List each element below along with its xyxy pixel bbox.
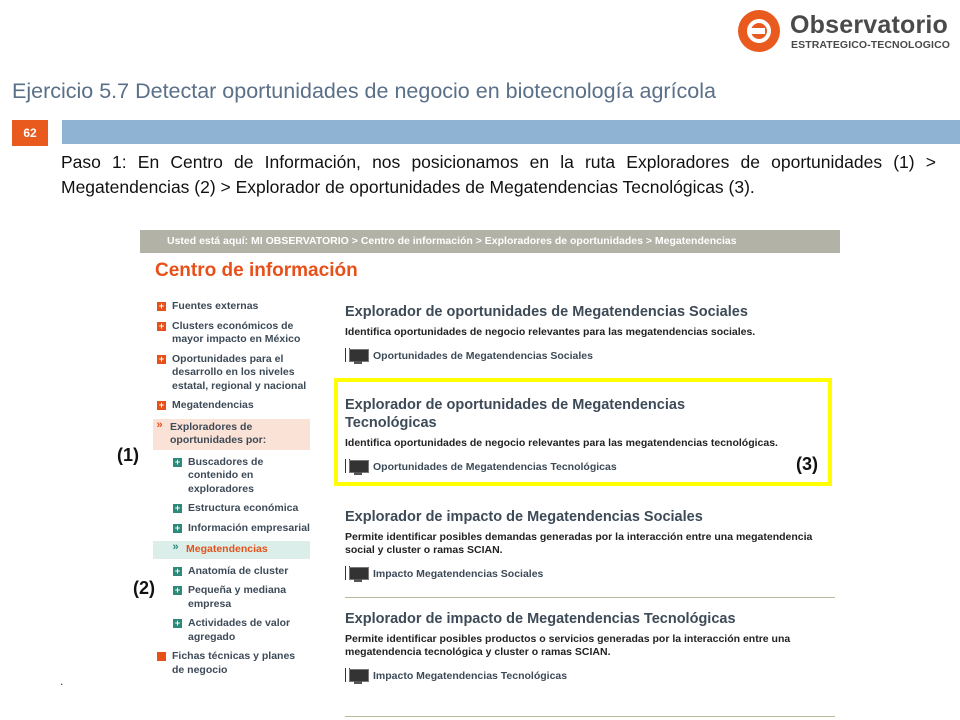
- sidebar-item-buscadores[interactable]: [155, 456, 310, 497]
- sidebar-item-informacion[interactable]: [155, 522, 310, 536]
- card-title: Explorador de impacto de Megatendencias Sociales: [345, 509, 703, 525]
- sidebar-nav: [155, 300, 310, 683]
- card-link[interactable]: [345, 566, 835, 582]
- callout-1: (1): [117, 445, 139, 465]
- breadcrumb-path: > Centro de información > Exploradores de oportunidades > Megatendencias: [348, 235, 737, 247]
- sidebar-item-megatendencias[interactable]: [153, 541, 310, 559]
- square-icon: [157, 652, 166, 661]
- monitor-icon: [345, 348, 369, 364]
- sidebar-item-estructura[interactable]: [155, 502, 310, 516]
- sidebar-item-label: Exploradores de oportunidades por:: [170, 420, 267, 446]
- separator: [345, 597, 835, 598]
- sidebar-item-oportunidades[interactable]: [155, 353, 310, 394]
- slide-title: Ejercicio 5.7 Detectar oportunidades de negocio en biotecnología agrícola: [12, 79, 716, 103]
- sidebar-item-label: Anatomía de cluster: [188, 564, 289, 577]
- sidebar-item-anatomia[interactable]: [155, 565, 310, 579]
- sidebar-item-label: Clusters económicos de mayor impacto en México: [172, 319, 301, 345]
- sidebar-item-fuentes[interactable]: [155, 300, 310, 314]
- card-description: Permite identificar posibles demandas generadas por la interacción entre una megatendencia social y cluster o ramas SCIAN.: [345, 531, 813, 556]
- sidebar-item-label: Megatendencias: [186, 543, 268, 555]
- card-link-label: Impacto Megatendencias Tecnológicas: [373, 670, 568, 682]
- plus-icon: +: [174, 503, 181, 513]
- breadcrumb: [140, 230, 840, 253]
- plus-icon: +: [158, 301, 165, 311]
- breadcrumb-prefix: Usted está aquí:: [167, 235, 252, 247]
- card-description: Permite identificar posibles productos o servicios generadas por la interacción entre una megatendencia tecnológica y cluster o ramas SCIAN.: [345, 633, 791, 658]
- callout-2: (2): [133, 578, 155, 598]
- sidebar-item-actividades[interactable]: [155, 617, 310, 644]
- separator: [345, 716, 835, 717]
- monitor-icon: [345, 566, 369, 582]
- callout-3: (3): [796, 454, 818, 474]
- card-link-label: Oportunidades de Megatendencias Sociales: [373, 350, 593, 362]
- logo-icon: [738, 10, 780, 52]
- sidebar-item-label: Información empresarial: [188, 521, 310, 534]
- plus-icon: +: [174, 456, 181, 467]
- card-link[interactable]: [345, 668, 835, 684]
- breadcrumb-home-link[interactable]: MI OBSERVATORIO: [251, 235, 349, 247]
- card-description: Identifica oportunidades de negocio relevantes para las megatendencias tecnológicas.: [345, 437, 778, 449]
- sidebar-item-fichas[interactable]: [155, 650, 310, 677]
- instruction-paragraph: Paso 1: En Centro de Información, nos posicionamos en la ruta Exploradores de oportunidades (1) > Megatendencias (2) > Explorador de oportunidades de Megatendencias Tecnológicas (3).: [61, 152, 936, 197]
- plus-icon: +: [174, 522, 181, 533]
- card-title: Explorador de oportunidades de Megatendencias Tecnológicas: [345, 397, 686, 431]
- plus-icon: +: [158, 353, 165, 364]
- logo-subtitle: ESTRATEGICO-TECNOLOGICO: [791, 39, 951, 51]
- page-number: 62: [12, 120, 48, 146]
- sidebar-item-label: Pequeña y mediana empresa: [188, 584, 287, 610]
- chevron-right-icon: »: [156, 418, 163, 431]
- card-link-label: Impacto Megatendencias Sociales: [373, 568, 544, 580]
- observatorio-logo: [738, 8, 953, 54]
- card-description: Identifica oportunidades de negocio relevantes para las megatendencias sociales.: [345, 326, 756, 338]
- logo-title: Observatorio: [790, 11, 949, 39]
- plus-icon: +: [174, 565, 181, 576]
- sidebar-item-label: Buscadores de contenido en exploradores: [188, 455, 264, 495]
- card-impacto-sociales: [345, 508, 835, 582]
- plus-icon: +: [158, 400, 165, 410]
- card-title: Explorador de oportunidades de Megatendencias Sociales: [345, 304, 748, 320]
- info-center-title: Centro de información: [155, 260, 358, 281]
- sidebar-item-megatendencias-top[interactable]: [155, 399, 310, 413]
- card-link-label: Oportunidades de Megatendencias Tecnológicas: [373, 461, 617, 473]
- sidebar-item-label: Oportunidades para el desarrollo en los niveles estatal, regional y nacional: [172, 352, 307, 392]
- chevron-right-icon: »: [172, 541, 179, 553]
- highlight-box: [334, 378, 832, 486]
- sidebar-item-label: Actividades de valor agregado: [188, 617, 291, 643]
- sidebar-item-label: Megatendencias: [172, 399, 254, 411]
- plus-icon: +: [174, 585, 181, 595]
- sidebar-item-label: Fuentes externas: [172, 300, 259, 312]
- monitor-icon: [345, 668, 369, 684]
- card-impacto-tecnologicas: [345, 610, 835, 684]
- plus-icon: +: [174, 618, 181, 628]
- footer-dot: .: [60, 674, 64, 688]
- header-band: [62, 120, 960, 144]
- sidebar-item-clusters[interactable]: [155, 320, 310, 347]
- card-title: Explorador de impacto de Megatendencias Tecnológicas: [345, 611, 736, 627]
- plus-icon: +: [158, 320, 165, 331]
- sidebar-item-label: Fichas técnicas y planes de negocio: [172, 650, 296, 676]
- card-link[interactable]: [345, 348, 835, 364]
- sidebar-item-pequena[interactable]: [155, 584, 310, 611]
- sidebar-item-exploradores[interactable]: [153, 419, 310, 450]
- sidebar-item-label: Estructura económica: [188, 502, 299, 514]
- card-oportunidades-sociales: [345, 303, 835, 364]
